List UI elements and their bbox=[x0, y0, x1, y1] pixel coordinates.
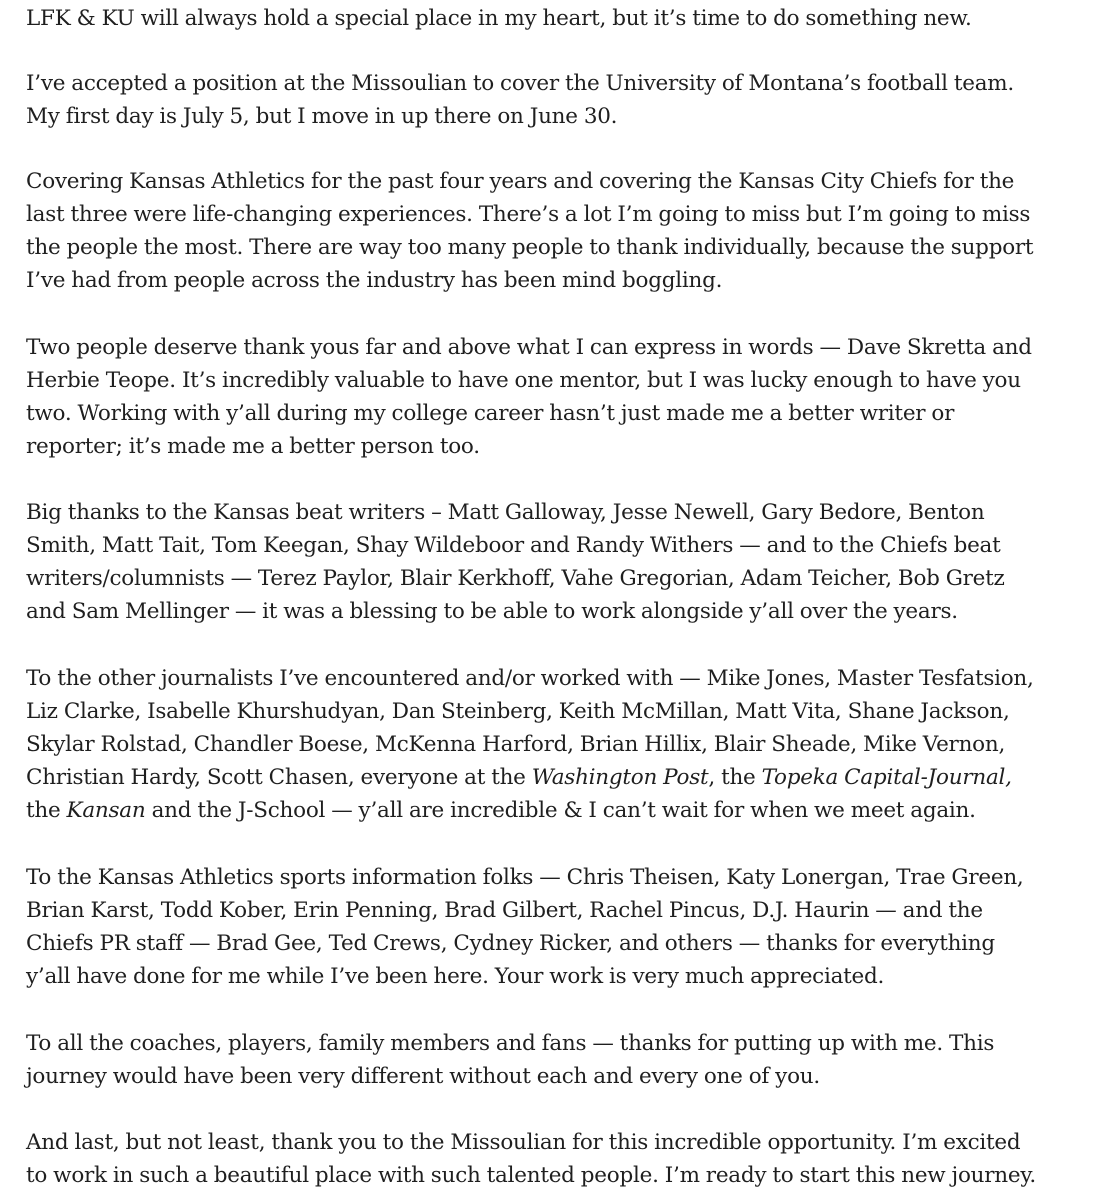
text-line: I’ve accepted a position at the Missoulian to cover the University of Montana’s football team. bbox=[26, 71, 1014, 96]
text-line: two. Working with y’all during my college career hasn’t just made me a better writer or bbox=[26, 401, 955, 426]
text-line: to work in such a beautiful place with such talented people. I’m ready to start this new journey. bbox=[26, 1163, 1036, 1188]
paragraph-new-position bbox=[26, 67, 1106, 133]
text-segment: and the J-School — y’all are incredible & I can’t wait for when we meet again. bbox=[145, 798, 976, 823]
text-line: reporter; it’s made me a better person too. bbox=[26, 434, 480, 459]
paragraph-mentors bbox=[26, 331, 1106, 463]
publication-name-kansan: Kansan bbox=[66, 798, 146, 823]
text-line: last three were life-changing experiences. There’s a lot I’m going to miss but I’m going to miss bbox=[26, 202, 1031, 227]
text-line: Skylar Rolstad, Chandler Boese, McKenna Harford, Brian Hillix, Blair Sheade, Mike Vernon, bbox=[26, 732, 1006, 757]
paragraph-other-journalists bbox=[26, 662, 1106, 827]
text-line bbox=[26, 761, 1106, 794]
text-line: y’all have done for me while I’ve been here. Your work is very much appreciated. bbox=[26, 964, 885, 989]
text-line: writers/columnists — Terez Paylor, Blair Kerkhoff, Vahe Gregorian, Adam Teicher, Bob Gretz bbox=[26, 566, 1005, 591]
text-line: To all the coaches, players, family members and fans — thanks for putting up with me. This bbox=[26, 1031, 995, 1056]
text-line: Liz Clarke, Isabelle Khurshudyan, Dan Steinberg, Keith McMillan, Matt Vita, Shane Jackson, bbox=[26, 699, 1010, 724]
paragraph-coaches-players bbox=[26, 1027, 1106, 1093]
paragraph-covering-kansas bbox=[26, 165, 1106, 297]
text-line: Chiefs PR staff — Brad Gee, Ted Crews, Cydney Ricker, and others — thanks for everything bbox=[26, 931, 995, 956]
text-line: and Sam Mellinger — it was a blessing to be able to work alongside y’all over the years. bbox=[26, 599, 958, 624]
text-segment: , the bbox=[708, 765, 762, 790]
text-line: To the other journalists I’ve encountered and/or worked with — Mike Jones, Master Tesfatsion, bbox=[26, 666, 1034, 691]
text-line bbox=[26, 794, 1106, 827]
text-line: Herbie Teope. It’s incredibly valuable to have one mentor, but I was lucky enough to have you bbox=[26, 368, 1021, 393]
text-line: the people the most. There are way too many people to thank individually, because the support bbox=[26, 235, 1034, 260]
text-line: To the Kansas Athletics sports information folks — Chris Theisen, Katy Lonergan, Trae Green, bbox=[26, 865, 1024, 890]
publication-name-washington-post: Washington Post bbox=[531, 765, 709, 790]
paragraph-closing bbox=[26, 1126, 1106, 1192]
text-line: My first day is July 5, but I move in up there on June 30. bbox=[26, 104, 618, 129]
text-line: Covering Kansas Athletics for the past four years and covering the Kansas City Chiefs for the bbox=[26, 169, 1015, 194]
text-line: Two people deserve thank yous far and above what I can express in words — Dave Skretta and bbox=[26, 335, 1032, 360]
text-segment: the bbox=[26, 798, 67, 823]
publication-name-topeka-capital-journal: Topeka Capital-Journal, bbox=[761, 765, 1012, 790]
paragraph-beat-writers bbox=[26, 496, 1106, 628]
text-line: Smith, Matt Tait, Tom Keegan, Shay Wildeboor and Randy Withers — and to the Chiefs beat bbox=[26, 533, 1001, 558]
paragraph-intro bbox=[26, 2, 1106, 35]
text-segment: Christian Hardy, Scott Chasen, everyone at the bbox=[26, 765, 532, 790]
text-line: Big thanks to the Kansas beat writers – Matt Galloway, Jesse Newell, Gary Bedore, Benton bbox=[26, 500, 985, 525]
text-line: journey would have been very different without each and every one of you. bbox=[26, 1064, 820, 1089]
text-line: I’ve had from people across the industry has been mind boggling. bbox=[26, 268, 723, 293]
paragraph-sports-information bbox=[26, 861, 1106, 993]
text-line: And last, but not least, thank you to the Missoulian for this incredible opportunity. I’m excited bbox=[26, 1130, 1021, 1155]
text-line: LFK & KU will always hold a special place in my heart, but it’s time to do something new. bbox=[26, 6, 972, 31]
text-line: Brian Karst, Todd Kober, Erin Penning, Brad Gilbert, Rachel Pincus, D.J. Haurin — and the bbox=[26, 898, 983, 923]
